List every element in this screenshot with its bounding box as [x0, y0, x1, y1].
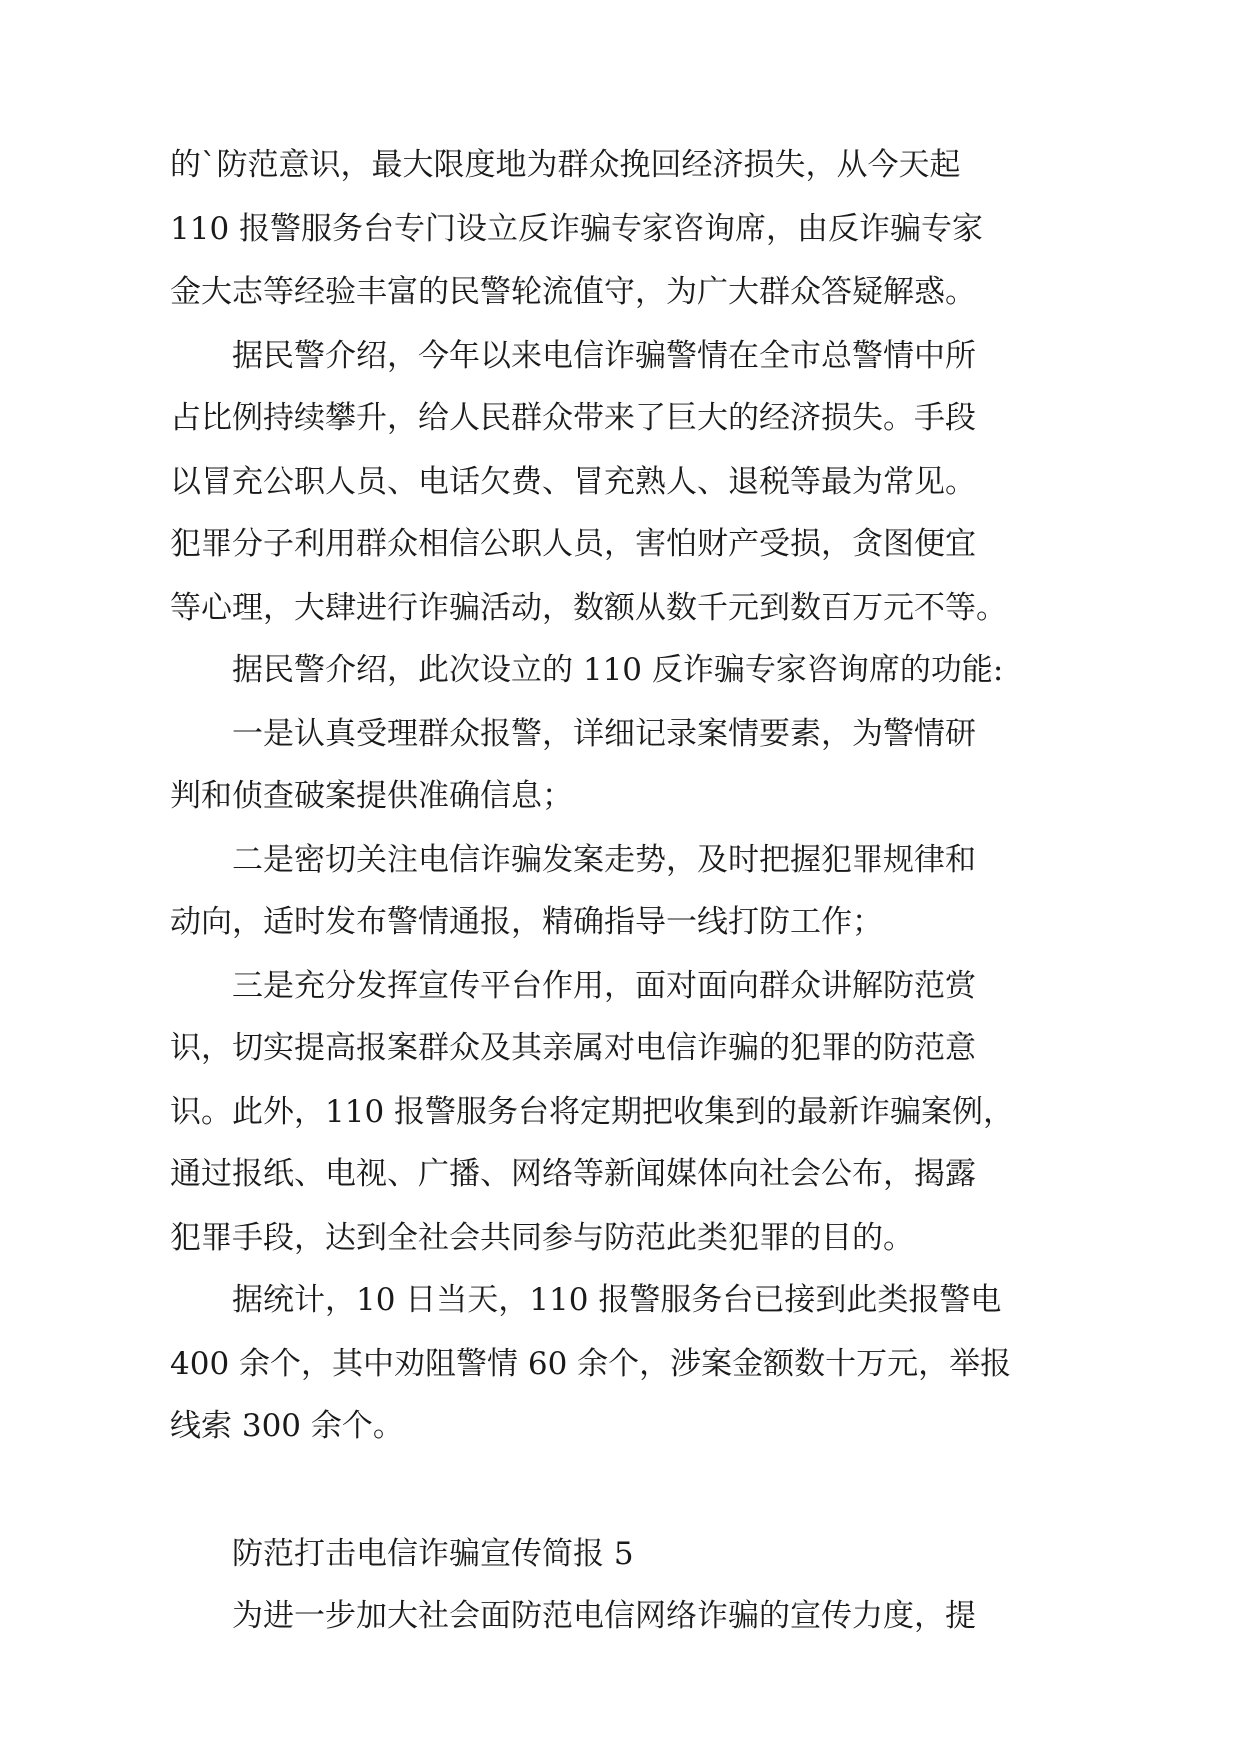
line-text: 为进一步加大社会面防范电信网络诈骗的宣传力度，提	[232, 1598, 976, 1634]
line-text: 识。此外，110 报警服务台将定期把收集到的最新诈骗案例，	[170, 1094, 1015, 1130]
text-line-23	[0, 1591, 1241, 1641]
section-heading	[0, 1529, 1241, 1579]
line-text: 犯罪分子利用群众相信公职人员，害怕财产受损，贪图便宜	[170, 526, 976, 562]
text-line-5	[0, 393, 1241, 443]
line-text: 判和侦查破案提供准确信息；	[170, 778, 573, 814]
line-text: 一是认真受理群众报警，详细记录案情要素，为警情研	[232, 716, 976, 752]
line-text: 据统计，10 日当天，110 报警服务台已接到此类报警电	[232, 1282, 1002, 1318]
text-line-11	[0, 771, 1241, 821]
line-text: 二是密切关注电信诈骗发案走势，及时把握犯罪规律和	[232, 842, 976, 878]
text-line-2	[0, 204, 1241, 254]
text-line-4	[0, 331, 1241, 381]
text-line-16	[0, 1087, 1241, 1137]
text-line-9	[0, 645, 1241, 695]
text-line-12	[0, 835, 1241, 885]
line-text: 据民警介绍，此次设立的 110 反诈骗专家咨询席的功能:	[232, 652, 1004, 688]
line-text: 的`防范意识，最大限度地为群众挽回经济损失，从今天起	[170, 147, 961, 183]
line-text: 110 报警服务台专门设立反诈骗专家咨询席，由反诈骗专家	[170, 211, 984, 247]
line-text: 金大志等经验丰富的民警轮流值守，为广大群众答疑解惑。	[170, 274, 976, 310]
text-line-17	[0, 1149, 1241, 1199]
line-text: 据民警介绍，今年以来电信诈骗警情在全市总警情中所	[232, 338, 976, 374]
line-text: 占比例持续攀升，给人民群众带来了巨大的经济损失。手段	[170, 400, 976, 436]
line-text: 通过报纸、电视、广播、网络等新闻媒体向社会公布，揭露	[170, 1156, 976, 1192]
line-text: 线索 300 余个。	[170, 1408, 404, 1444]
text-line-6	[0, 457, 1241, 507]
line-text: 三是充分发挥宣传平台作用，面对面向群众讲解防范赏	[232, 968, 976, 1004]
text-line-15	[0, 1023, 1241, 1073]
heading-text: 防范打击电信诈骗宣传简报 5	[232, 1536, 634, 1572]
text-line-8	[0, 583, 1241, 633]
text-line-21	[0, 1401, 1241, 1451]
line-text: 以冒充公职人员、电话欠费、冒充熟人、退税等最为常见。	[170, 464, 976, 500]
line-text: 等心理，大肆进行诈骗活动，数额从数千元到数百万元不等。	[170, 590, 1007, 626]
text-line-1	[0, 140, 1241, 190]
line-text: 动向，适时发布警情通报，精确指导一线打防工作；	[170, 904, 883, 940]
text-line-10	[0, 709, 1241, 759]
text-line-18	[0, 1213, 1241, 1263]
text-line-20	[0, 1339, 1241, 1389]
text-line-7	[0, 519, 1241, 569]
text-line-19	[0, 1275, 1241, 1325]
line-text: 400 余个，其中劝阻警情 60 余个，涉案金额数十万元，举报	[170, 1346, 1012, 1382]
text-line-3	[0, 267, 1241, 317]
line-text: 犯罪手段，达到全社会共同参与防范此类犯罪的目的。	[170, 1220, 914, 1256]
line-text: 识，切实提高报案群众及其亲属对电信诈骗的犯罪的防范意	[170, 1030, 976, 1066]
text-line-14	[0, 961, 1241, 1011]
text-line-13	[0, 897, 1241, 947]
